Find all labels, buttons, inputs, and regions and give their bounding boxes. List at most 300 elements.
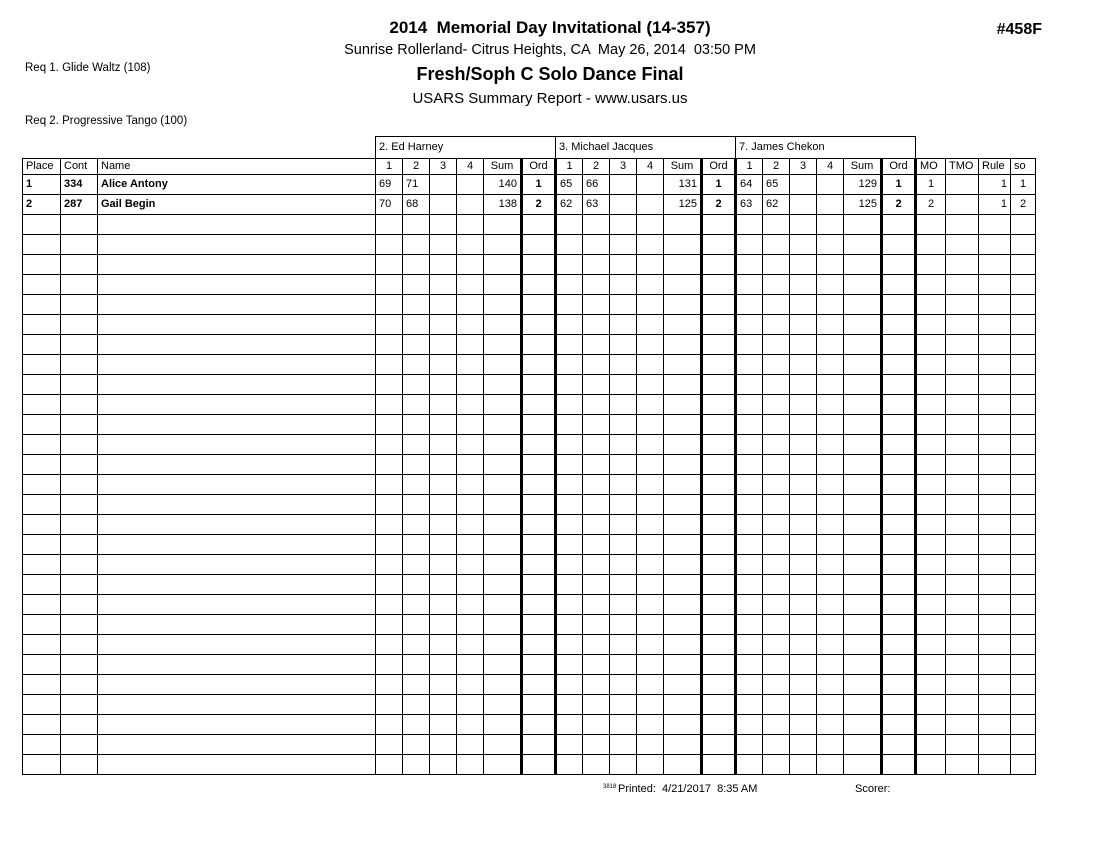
score-cell (637, 515, 664, 535)
name-cell: Gail Begin (98, 195, 376, 215)
score-cell (430, 255, 457, 275)
sum-cell (844, 555, 882, 575)
score-cell (430, 615, 457, 635)
score-cell (376, 635, 403, 655)
empty-row (23, 755, 1036, 775)
col-header-1: 1 (556, 159, 583, 175)
rule-cell (979, 575, 1011, 595)
score-cell (736, 495, 763, 515)
so-cell (1011, 375, 1036, 395)
cont-cell (61, 275, 98, 295)
sum-cell (664, 635, 702, 655)
score-cell (376, 235, 403, 255)
name-cell (98, 335, 376, 355)
score-cell (790, 355, 817, 375)
score-cell (790, 595, 817, 615)
sum-cell (844, 255, 882, 275)
score-cell: 68 (403, 195, 430, 215)
sum-cell: 131 (664, 175, 702, 195)
sum-cell: 125 (844, 195, 882, 215)
score-cell (376, 335, 403, 355)
ord-cell (522, 715, 556, 735)
score-cell (376, 395, 403, 415)
name-cell (98, 475, 376, 495)
score-cell (403, 755, 430, 775)
score-cell (817, 475, 844, 495)
ord-cell (702, 415, 736, 435)
judge-header-row (23, 137, 1036, 159)
cont-cell (61, 655, 98, 675)
tmo-cell (946, 415, 979, 435)
score-cell (403, 495, 430, 515)
col-header-mo: MO (916, 159, 946, 175)
mo-cell (916, 455, 946, 475)
score-cell (457, 195, 484, 215)
score-cell (610, 395, 637, 415)
score-cell (763, 595, 790, 615)
ord-cell (702, 675, 736, 695)
ord-cell (702, 755, 736, 775)
judge-name: 7. James Chekon (736, 137, 916, 159)
ord-cell (882, 675, 916, 695)
req-1-label: Req 1. Glide Waltz (108) (25, 61, 151, 74)
name-cell (98, 295, 376, 315)
score-cell (457, 595, 484, 615)
score-cell (610, 715, 637, 735)
report-header (0, 18, 1100, 107)
empty-row (23, 675, 1036, 695)
score-cell (637, 355, 664, 375)
score-cell (637, 255, 664, 275)
score-cell (430, 755, 457, 775)
score-cell (610, 215, 637, 235)
score-cell (763, 435, 790, 455)
score-cell (403, 655, 430, 675)
score-cell: 71 (403, 175, 430, 195)
score-cell (817, 415, 844, 435)
so-cell (1011, 275, 1036, 295)
sum-cell (844, 655, 882, 675)
score-cell (763, 535, 790, 555)
score-cell (583, 635, 610, 655)
col-header-name: Name (98, 159, 376, 175)
sum-cell (484, 335, 522, 355)
sum-cell (844, 315, 882, 335)
score-cell (583, 395, 610, 415)
so-cell (1011, 515, 1036, 535)
sum-cell (664, 675, 702, 695)
score-cell (790, 235, 817, 255)
empty-row (23, 495, 1036, 515)
score-cell: 63 (736, 195, 763, 215)
score-cell (457, 415, 484, 435)
score-cell (610, 415, 637, 435)
score-cell (763, 615, 790, 635)
rule-cell (979, 635, 1011, 655)
score-cell (457, 335, 484, 355)
name-cell (98, 715, 376, 735)
ord-cell (882, 695, 916, 715)
score-cell (637, 635, 664, 655)
sum-cell (844, 275, 882, 295)
score-cell (610, 575, 637, 595)
ord-cell (882, 655, 916, 675)
ord-cell (882, 315, 916, 335)
score-cell (790, 335, 817, 355)
cont-cell (61, 575, 98, 595)
score-cell (457, 395, 484, 415)
sum-cell (484, 215, 522, 235)
score-cell (430, 575, 457, 595)
score-cell (637, 755, 664, 775)
rule-cell (979, 335, 1011, 355)
score-cell (736, 635, 763, 655)
mo-cell (916, 295, 946, 315)
sum-cell (484, 715, 522, 735)
score-cell (583, 695, 610, 715)
mo-cell (916, 675, 946, 695)
score-cell (763, 575, 790, 595)
score-cell (430, 735, 457, 755)
score-cell (556, 315, 583, 335)
score-cell (790, 395, 817, 415)
name-cell (98, 635, 376, 655)
score-cell (610, 175, 637, 195)
so-cell: 2 (1011, 195, 1036, 215)
skater-row (23, 195, 1036, 215)
score-cell (403, 535, 430, 555)
ord-cell (702, 375, 736, 395)
score-cell (583, 675, 610, 695)
score-cell (637, 615, 664, 635)
ord-cell (522, 415, 556, 435)
score-cell (790, 535, 817, 555)
score-cell (637, 315, 664, 335)
so-cell (1011, 455, 1036, 475)
name-cell (98, 655, 376, 675)
cont-cell (61, 675, 98, 695)
empty-row (23, 295, 1036, 315)
sum-cell (844, 675, 882, 695)
score-cell (790, 575, 817, 595)
score-cell (583, 235, 610, 255)
score-cell (376, 295, 403, 315)
rule-cell (979, 475, 1011, 495)
score-cell (637, 535, 664, 555)
ord-cell (882, 375, 916, 395)
score-cell (763, 675, 790, 695)
ord-cell (882, 535, 916, 555)
rule-cell (979, 735, 1011, 755)
score-cell (583, 495, 610, 515)
empty-row (23, 435, 1036, 455)
mo-cell (916, 555, 946, 575)
score-cell (583, 595, 610, 615)
score-cell (763, 415, 790, 435)
score-cell (790, 215, 817, 235)
score-cell (556, 615, 583, 635)
sum-cell (844, 215, 882, 235)
sum-cell (664, 235, 702, 255)
sum-cell (664, 375, 702, 395)
empty-row (23, 315, 1036, 335)
score-cell (457, 535, 484, 555)
sum-cell (484, 695, 522, 715)
sum-cell: 140 (484, 175, 522, 195)
ord-cell (522, 615, 556, 635)
score-cell (610, 675, 637, 695)
score-cell (430, 495, 457, 515)
score-table (22, 136, 1036, 775)
name-cell (98, 535, 376, 555)
sum-cell (664, 535, 702, 555)
score-cell (790, 455, 817, 475)
score-cell (637, 675, 664, 695)
rule-cell (979, 435, 1011, 455)
sum-cell (844, 415, 882, 435)
score-cell (817, 515, 844, 535)
cont-cell (61, 715, 98, 735)
so-cell (1011, 295, 1036, 315)
ord-cell (882, 215, 916, 235)
empty-row (23, 355, 1036, 375)
name-cell (98, 415, 376, 435)
place-cell (23, 375, 61, 395)
score-cell (790, 295, 817, 315)
ord-cell (522, 275, 556, 295)
cont-cell (61, 355, 98, 375)
score-cell (457, 655, 484, 675)
mo-cell (916, 355, 946, 375)
score-cell (736, 475, 763, 495)
score-cell (610, 315, 637, 335)
sum-cell (484, 375, 522, 395)
tmo-cell (946, 435, 979, 455)
score-cell (790, 175, 817, 195)
col-header-sum: Sum (664, 159, 702, 175)
score-cell (403, 275, 430, 295)
score-cell (790, 635, 817, 655)
score-cell (610, 195, 637, 215)
score-cell (817, 255, 844, 275)
score-cell (736, 255, 763, 275)
name-cell (98, 255, 376, 275)
sum-cell (664, 435, 702, 455)
tmo-cell (946, 455, 979, 475)
score-cell (403, 235, 430, 255)
footer-tiny-code: 3818 (603, 784, 617, 790)
score-cell (403, 475, 430, 495)
rule-cell (979, 675, 1011, 695)
col-header-cont: Cont (61, 159, 98, 175)
name-cell (98, 695, 376, 715)
cont-cell (61, 735, 98, 755)
score-cell (817, 735, 844, 755)
sum-cell (484, 315, 522, 335)
place-cell (23, 275, 61, 295)
mo-cell (916, 315, 946, 335)
score-cell (817, 595, 844, 615)
ord-cell (702, 535, 736, 555)
cont-cell (61, 495, 98, 515)
score-cell (376, 735, 403, 755)
rule-cell (979, 695, 1011, 715)
ord-cell (882, 615, 916, 635)
sum-cell: 138 (484, 195, 522, 215)
ord-cell (882, 755, 916, 775)
ord-cell (702, 615, 736, 635)
ord-cell (522, 335, 556, 355)
so-cell (1011, 315, 1036, 335)
score-cell (376, 475, 403, 495)
ord-cell (702, 515, 736, 535)
so-cell (1011, 635, 1036, 655)
score-cell (610, 435, 637, 455)
score-cell (817, 215, 844, 235)
so-cell (1011, 355, 1036, 375)
tmo-cell (946, 675, 979, 695)
score-cell (790, 655, 817, 675)
score-cell (610, 615, 637, 635)
score-cell (637, 695, 664, 715)
cont-cell: 334 (61, 175, 98, 195)
rule-cell: 1 (979, 175, 1011, 195)
sum-cell (844, 335, 882, 355)
score-cell (763, 355, 790, 375)
cont-cell (61, 435, 98, 455)
score-cell (430, 235, 457, 255)
score-cell (763, 215, 790, 235)
cont-cell (61, 255, 98, 275)
tmo-cell (946, 195, 979, 215)
so-cell (1011, 755, 1036, 775)
name-cell (98, 615, 376, 635)
score-cell (556, 595, 583, 615)
score-cell (637, 335, 664, 355)
cont-cell (61, 535, 98, 555)
name-cell (98, 495, 376, 515)
report-type-line: USARS Summary Report - www.usars.us (412, 90, 688, 107)
ord-cell (522, 575, 556, 595)
ord-cell (702, 695, 736, 715)
score-cell (763, 375, 790, 395)
sum-cell (484, 435, 522, 455)
score-cell (583, 275, 610, 295)
sum-cell (484, 535, 522, 555)
score-cell (403, 315, 430, 335)
rule-cell: 1 (979, 195, 1011, 215)
name-cell (98, 675, 376, 695)
score-cell (430, 675, 457, 695)
mo-cell (916, 595, 946, 615)
mo-cell (916, 335, 946, 355)
tmo-cell (946, 355, 979, 375)
score-cell (430, 275, 457, 295)
score-cell (376, 255, 403, 275)
rule-cell (979, 415, 1011, 435)
score-cell (403, 675, 430, 695)
score-cell: 62 (763, 195, 790, 215)
col-header-1: 1 (736, 159, 763, 175)
score-cell (736, 315, 763, 335)
score-cell (790, 715, 817, 735)
mo-cell (916, 535, 946, 555)
score-cell (457, 355, 484, 375)
rule-cell (979, 655, 1011, 675)
sum-cell (484, 575, 522, 595)
score-cell (376, 595, 403, 615)
judge-row-spacer-left (23, 137, 376, 159)
ord-cell (522, 295, 556, 315)
ord-cell: 1 (702, 175, 736, 195)
score-cell (790, 475, 817, 495)
sum-cell (664, 735, 702, 755)
col-header-4: 4 (817, 159, 844, 175)
ord-cell (522, 375, 556, 395)
mo-cell (916, 755, 946, 775)
req-2-label: Req 2. Progressive Tango (100) (25, 115, 188, 128)
empty-row (23, 555, 1036, 575)
so-cell (1011, 595, 1036, 615)
empty-row (23, 395, 1036, 415)
sum-cell (844, 695, 882, 715)
score-cell (457, 675, 484, 695)
score-cell (817, 695, 844, 715)
score-cell: 62 (556, 195, 583, 215)
sum-cell (484, 255, 522, 275)
sum-cell (664, 295, 702, 315)
score-cell (430, 355, 457, 375)
score-cell (637, 555, 664, 575)
mo-cell (916, 475, 946, 495)
sum-cell (664, 575, 702, 595)
sum-cell (844, 235, 882, 255)
cont-cell (61, 335, 98, 355)
score-cell (637, 195, 664, 215)
so-cell (1011, 695, 1036, 715)
so-cell (1011, 675, 1036, 695)
mo-cell (916, 715, 946, 735)
score-cell (637, 275, 664, 295)
sum-cell (664, 555, 702, 575)
empty-row (23, 455, 1036, 475)
score-cell (556, 335, 583, 355)
so-cell (1011, 255, 1036, 275)
ord-cell (522, 735, 556, 755)
score-cell (610, 235, 637, 255)
cont-cell (61, 295, 98, 315)
cont-cell (61, 415, 98, 435)
score-cell (457, 495, 484, 515)
score-cell (556, 375, 583, 395)
ord-cell (522, 315, 556, 335)
score-cell (556, 715, 583, 735)
score-cell: 65 (556, 175, 583, 195)
score-cell (583, 335, 610, 355)
sum-cell (484, 495, 522, 515)
rule-cell (979, 255, 1011, 275)
score-cell (430, 555, 457, 575)
score-cell (430, 395, 457, 415)
score-cell (790, 375, 817, 395)
sum-cell (844, 575, 882, 595)
empty-row (23, 575, 1036, 595)
ord-cell (882, 635, 916, 655)
score-cell (736, 655, 763, 675)
score-cell (457, 215, 484, 235)
score-cell (430, 375, 457, 395)
so-cell (1011, 335, 1036, 355)
